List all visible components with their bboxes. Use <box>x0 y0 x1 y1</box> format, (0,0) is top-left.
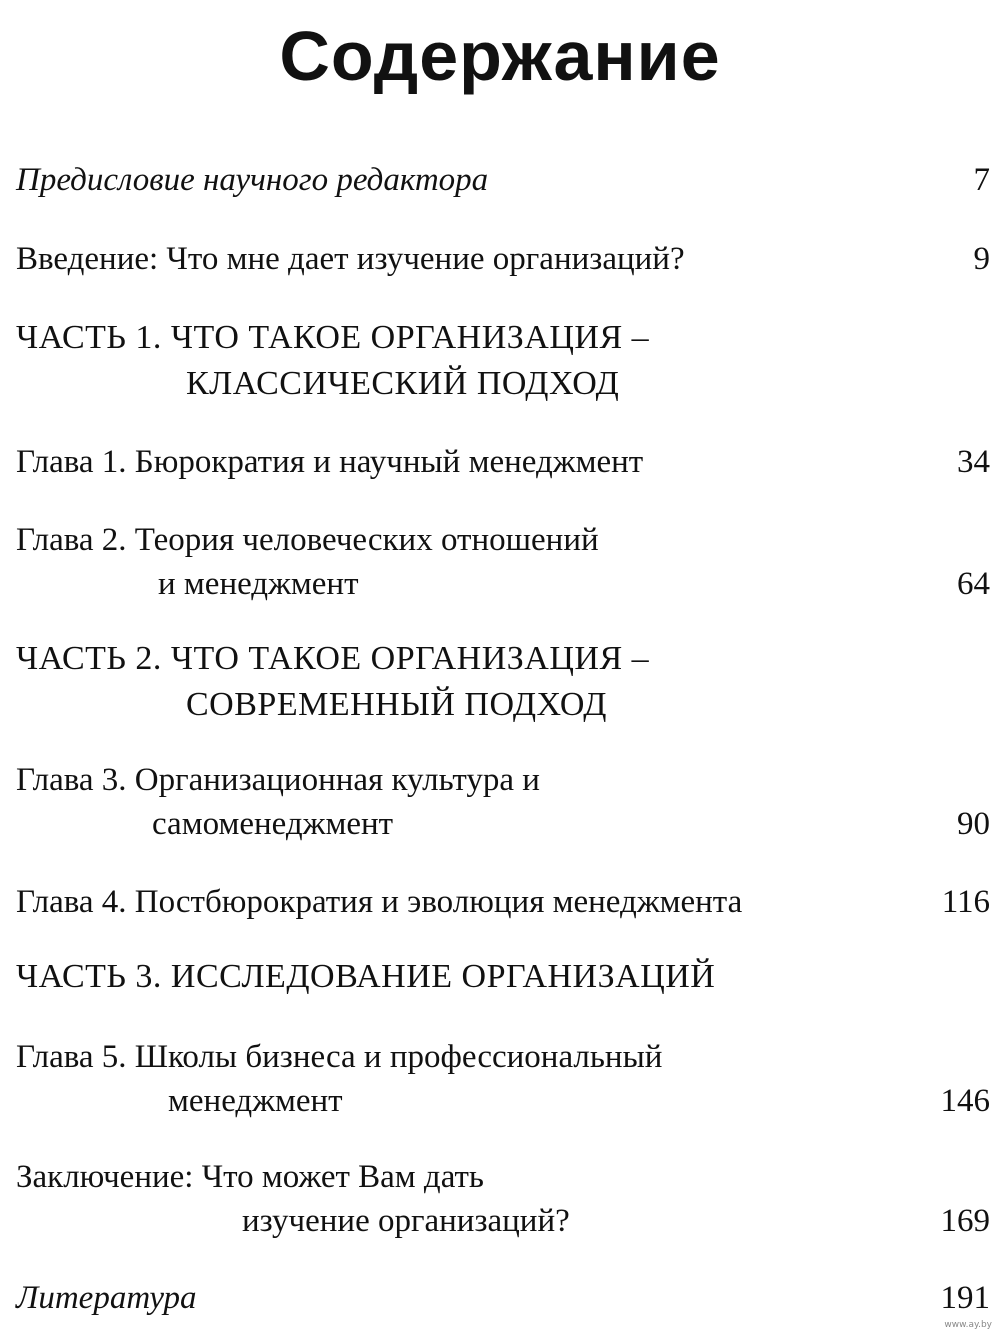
toc-page-number: 169 <box>940 1203 990 1239</box>
toc-part-line2: КЛАССИЧЕСКИЙ ПОДХОД <box>186 365 620 402</box>
toc-entry-chapter-5[interactable] <box>16 1035 990 1123</box>
toc-entry-text-line2: и менеджмент <box>158 566 359 602</box>
toc-entry-references[interactable] <box>16 1276 990 1320</box>
toc-entry-chapter-2[interactable] <box>16 518 990 606</box>
toc-page-number: 7 <box>973 162 990 198</box>
toc-page-number: 191 <box>940 1280 990 1316</box>
toc-page-number: 116 <box>941 884 990 920</box>
toc-entry-chapter-1[interactable] <box>16 440 990 484</box>
toc-page-number: 9 <box>973 241 990 277</box>
toc-entry-text-line1: Глава 3. Организационная культура и <box>16 762 540 798</box>
toc-entry-text: Введение: Что мне дает изучение организаций? <box>16 241 685 277</box>
toc-part-2[interactable] <box>16 636 649 728</box>
toc-entry-preface[interactable] <box>16 158 990 202</box>
toc-part-line1: ЧАСТЬ 1. ЧТО ТАКОЕ ОРГАНИЗАЦИЯ – <box>16 319 650 356</box>
toc-entry-chapter-3[interactable] <box>16 758 990 846</box>
toc-entry-introduction[interactable] <box>16 237 990 281</box>
toc-entry-chapter-4[interactable] <box>16 880 990 924</box>
toc-page-number: 146 <box>940 1083 990 1119</box>
toc-entry-text-line2: самоменеджмент <box>152 806 394 842</box>
toc-entry-text: Предисловие научного редактора <box>16 162 489 198</box>
toc-page-number: 64 <box>957 566 990 602</box>
page-title: Содержание <box>279 17 721 95</box>
toc-entry-text-line2: менеджмент <box>168 1083 343 1119</box>
toc-entry-text: Литература <box>16 1280 197 1316</box>
toc-entry-text-line2: изучение организаций? <box>242 1203 570 1239</box>
toc-page-number: 34 <box>957 444 990 480</box>
toc-entry-text-line1: Заключение: Что может Вам дать <box>16 1159 484 1195</box>
toc-part-line2: СОВРЕМЕННЫЙ ПОДХОД <box>186 686 607 723</box>
toc-entry-text-line1: Глава 5. Школы бизнеса и профессиональный <box>16 1039 663 1075</box>
toc-entry-text: Глава 4. Постбюрократия и эволюция менеджмента <box>16 884 743 920</box>
toc-part-line1: ЧАСТЬ 2. ЧТО ТАКОЕ ОРГАНИЗАЦИЯ – <box>16 640 650 677</box>
toc-page-number: 90 <box>957 806 990 842</box>
toc-entry-conclusion[interactable] <box>16 1155 990 1243</box>
toc-part-1[interactable] <box>16 315 649 407</box>
toc-entry-text-line1: Глава 2. Теория человеческих отношений <box>16 522 599 558</box>
toc-part-3[interactable] <box>16 954 715 1000</box>
toc-entry-text: Глава 1. Бюрократия и научный менеджмент <box>16 444 644 480</box>
toc-part-line1: ЧАСТЬ 3. ИССЛЕДОВАНИЕ ОРГАНИЗАЦИЙ <box>16 958 716 995</box>
watermark: www.ay.by <box>944 1320 992 1330</box>
